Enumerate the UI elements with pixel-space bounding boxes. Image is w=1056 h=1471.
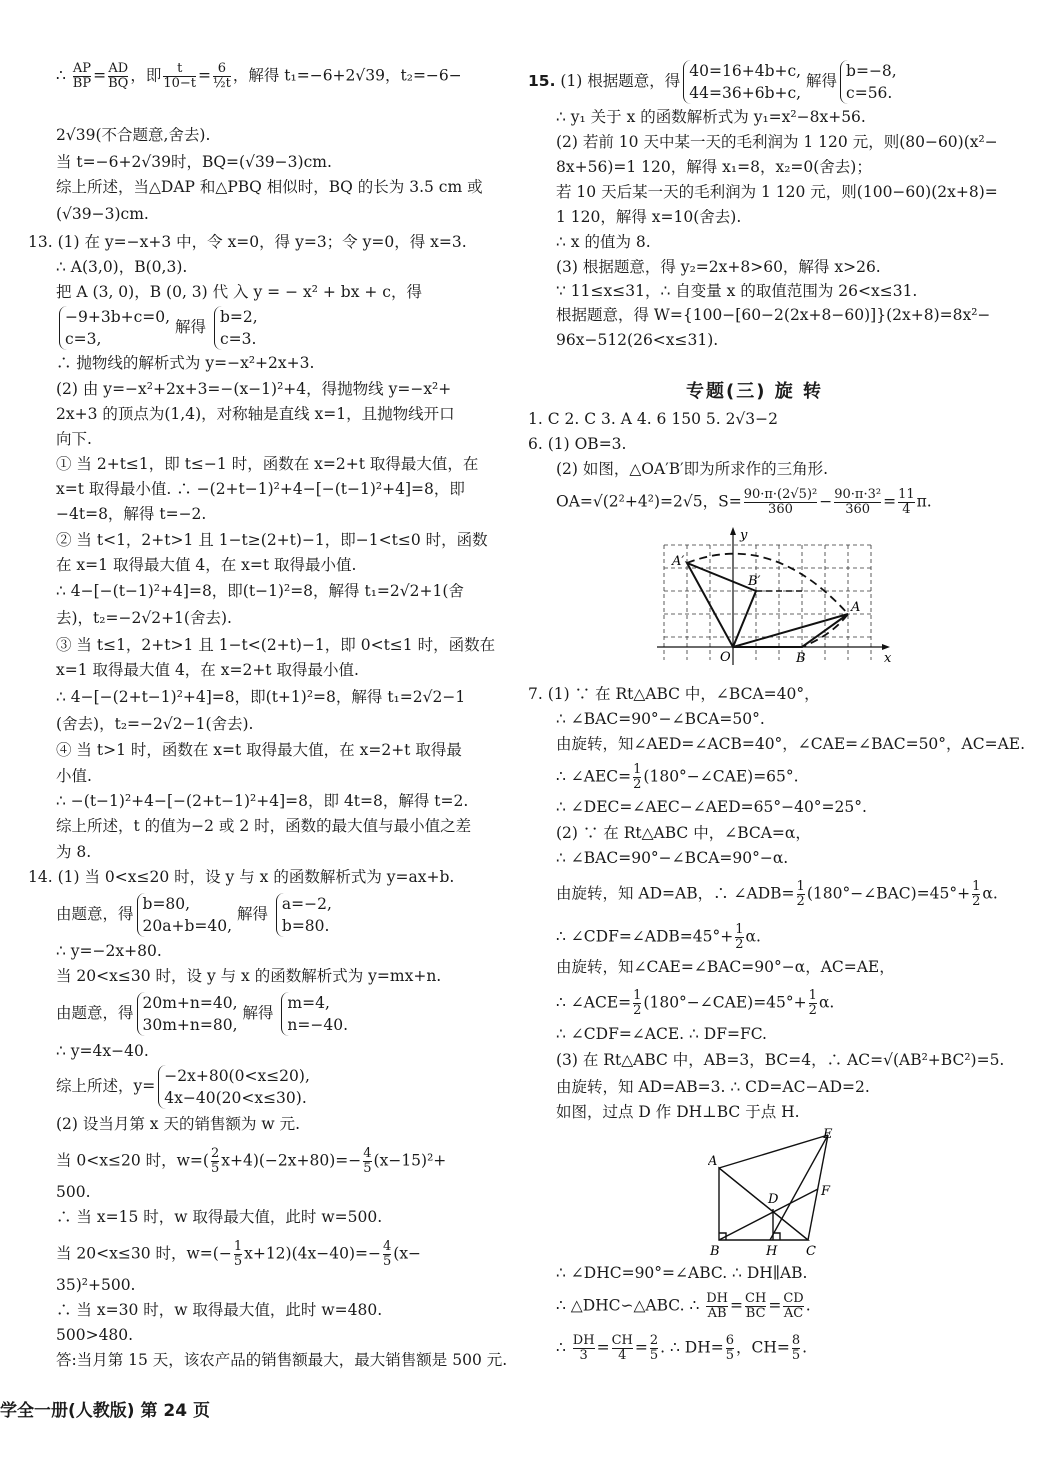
text-line: ① 当 2+t≤1，即 t≤−1 时，函数在 x=2+t 取得最大值，在 bbox=[56, 455, 479, 473]
text-line: ∴ 4−[−(2+t−1)²+4]=8，即(t+1)²=8，解得 t₁=2√2−1 bbox=[56, 688, 466, 706]
label-F: F bbox=[821, 1184, 831, 1199]
rotation-grid-figure bbox=[652, 525, 902, 670]
rotation-arc bbox=[687, 554, 848, 647]
label-A: A bbox=[851, 600, 861, 615]
text-line: ∴ A(3,0)，B(0,3). bbox=[56, 258, 188, 276]
text-line: 8x+56)=1 120，解得 x₁=8，x₂=0(舍去)； bbox=[556, 158, 872, 176]
question-14: 14. (1) 当 0<x≤20 时，设 y 与 x 的函数解析式为 y=ax+b. bbox=[28, 868, 455, 886]
text-line: ∴ x 的值为 8. bbox=[556, 233, 651, 251]
text-line: −4t=8，解得 t=−2. bbox=[56, 505, 207, 523]
text-line: ∵ 11≤x≤31，∴ 自变量 x 的取值范围为 26<x≤31. bbox=[556, 282, 918, 300]
text-line: ∴ △DHC∽△ABC. ∴ $\frac{DH}{AB}$ = $\frac{CH}{BC}$ = $\frac{CD}{AC}$ . bbox=[556, 1291, 811, 1321]
text-line: OA=√(2²+4²)=2√5，S= $\frac{\text{90·π·(2√5)²}}{360}$ − $\frac{\text{90·π·3²}}{360}$ = $\frac{11}{4}$ π. bbox=[556, 487, 932, 517]
text-line: 当 0<x≤20 时，w=( $\frac{2}{5}$ x+4)(−2x+80)=− $\frac{4}{5}$ (x−15)²+ bbox=[56, 1146, 447, 1176]
piecewise-function: 综上所述，y=−2x+80(0<x≤20), 4x−40(20<x≤30). bbox=[56, 1067, 310, 1107]
label-O: O bbox=[720, 650, 731, 665]
question-15: 15. (1) 根据题意，得40=16+4b+c, 44=36+6b+c, 解得b=−8, c=56. bbox=[528, 62, 897, 102]
question-7: 7. (1) ∵ 在 Rt△ABC 中，∠BCA=40°， bbox=[528, 685, 820, 703]
text-line: 答:当月第 15 天，该农产品的销售额最大，最大销售额是 500 元. bbox=[56, 1351, 508, 1369]
text-line: 若 10 天后某一天的毛利润为 1 120 元，则(100−60)(2x+8)= bbox=[556, 183, 998, 201]
text-line: 当 20<x≤30 时，设 y 与 x 的函数解析式为 y=mx+n. bbox=[56, 967, 442, 985]
label-B: B bbox=[796, 651, 806, 666]
text-line: ∴ ∠DEC=∠AEC−∠AED=65°−40°=25°. bbox=[556, 798, 867, 816]
text-line: 当 20<x≤30 时，w=(− $\frac{1}{5}$ x+12)(4x−40)=− $\frac{4}{5}$ (x− bbox=[56, 1239, 422, 1269]
equation-system: 由题意，得b=80, 20a+b=40, 解得 a=−2, b=80. bbox=[56, 895, 332, 935]
section-title: 专题(三) 旋 转 bbox=[686, 381, 823, 402]
text-line: 2x+3 的顶点为(1,4)，对称轴是直线 x=1，且抛物线开口 bbox=[56, 405, 455, 423]
text-line: (√39−3)cm. bbox=[56, 205, 149, 223]
text-line: (3) 在 Rt△ABC 中，AB=3，BC=4，∴ AC=√(AB²+BC²)=5. bbox=[556, 1051, 1005, 1069]
text-line: (舍去)，t₂=−2√2−1(舍去). bbox=[56, 715, 254, 733]
text-line: 35)²+500. bbox=[56, 1276, 136, 1294]
question-6: 6. (1) OB=3. bbox=[528, 435, 627, 453]
equation-system: −9+3b+c=0, c=3, 解得 b=2, c=3. bbox=[56, 306, 258, 350]
rotated-triangle-figure bbox=[708, 1125, 848, 1260]
text-line: 去)，t₂=−2√2+1(舍去). bbox=[56, 609, 232, 627]
text-line: 500. bbox=[56, 1183, 91, 1201]
text-line: ④ 当 t>1 时，函数在 x=t 取得最大值，在 x=2+t 取得最 bbox=[56, 741, 462, 759]
label-D: D bbox=[768, 1192, 779, 1207]
text-line: 由旋转，知 AD=AB=3. ∴ CD=AC−AD=2. bbox=[556, 1078, 870, 1096]
text-line: 由旋转，知∠CAE=∠BAC=90°−α，AC=AE， bbox=[556, 958, 895, 976]
label-A: A bbox=[708, 1154, 718, 1169]
answers-1-5: 1. C 2. C 3. A 4. 6 150 5. 2√3−2 bbox=[528, 410, 779, 428]
text-line: 综上所述，当△DAP 和△PBQ 相似时，BQ 的长为 3.5 cm 或 bbox=[56, 178, 483, 196]
text-line: 96x−512(26<x≤31). bbox=[556, 331, 719, 349]
text-line: 如图，过点 D 作 DH⊥BC 于点 H. bbox=[556, 1103, 800, 1121]
label-x: x bbox=[884, 651, 892, 666]
text-line: ∴ $\frac{DH}{3}$ = $\frac{CH}{4}$ = $\frac{2}{5}$ . ∴ DH= $\frac{6}{5}$ ，CH= $\frac{8}{5}$ . bbox=[556, 1333, 808, 1363]
text-line: ∴ y=4x−40. bbox=[56, 1042, 149, 1060]
text-line: ∴ 当 x=15 时，w 取得最大值，此时 w=500. bbox=[56, 1208, 383, 1226]
text-line: ③ 当 t≤1，2+t>1 且 1−t<(2+t)−1，即 0<t≤1 时，函数在 bbox=[56, 636, 496, 654]
text-line: ② 当 t<1，2+t>1 且 1−t≥(2+t)−1，即−1<t≤0 时，函数 bbox=[56, 531, 488, 549]
text-line: ∴ ∠BAC=90°−∠BCA=90°−α. bbox=[556, 849, 789, 867]
text-line: 500>480. bbox=[56, 1326, 134, 1344]
text-line: 当 t=−6+2√39时，BQ=(√39−3)cm. bbox=[56, 153, 332, 171]
text-line: ∴ 抛物线的解析式为 y=−x²+2x+3. bbox=[56, 354, 315, 372]
text-line: ∴ ∠BAC=90°−∠BCA=50°. bbox=[556, 710, 765, 728]
text-line: 小值. bbox=[56, 767, 92, 785]
label-C: C bbox=[806, 1244, 816, 1259]
label-H: H bbox=[766, 1244, 778, 1259]
text-line: 根据题意，得 W={100−[60−2(2x+8−60)]}(2x+8)=8x²− bbox=[556, 306, 991, 324]
grid-lines bbox=[664, 545, 872, 660]
text-line: (2) 由 y=−x²+2x+3=−(x−1)²+4，得抛物线 y=−x²+ bbox=[56, 380, 452, 398]
text-line: 在 x=1 取得最大值 4，在 x=t 取得最小值. bbox=[56, 556, 357, 574]
text-line: 1 120，解得 x=10(舍去). bbox=[556, 208, 742, 226]
text-line: 2√39(不合题意,舍去). bbox=[56, 126, 211, 144]
text-line: ∴ 当 x=30 时，w 取得最大值，此时 w=480. bbox=[56, 1301, 383, 1319]
text-line: ∴ ∠AEC= $\frac{1}{2}$ (180°−∠CAE)=65°. bbox=[556, 762, 799, 792]
question-13: 13. (1) 在 y=−x+3 中，令 x=0，得 y=3；令 y=0，得 x=3. bbox=[28, 233, 467, 251]
text-line: ∴ $\frac{AP}{BP}$ = $\frac{AD}{BQ}$ ，即 $\frac{t}{10-t}$ = $\frac{6}{\text{½t}}$ ，解得 t₁=−6+2√39，t₂=−6− bbox=[56, 61, 462, 91]
text-line: ∴ ∠CDF=∠ADB=45°+ $\frac{1}{2}$ α. bbox=[556, 922, 761, 952]
text-line: (3) 根据题意，得 y₂=2x+8>60，解得 x>26. bbox=[556, 258, 881, 276]
text-line: 综上所述，t 的值为−2 或 2 时，函数的最大值与最小值之差 bbox=[56, 817, 472, 835]
equation-system: 由题意，得20m+n=40, 30m+n=80, 解得 m=4, n=−40. bbox=[56, 994, 349, 1034]
text-line: 把 A (3, 0)，B (0, 3) 代 入 y = − x² + bx + c，得 bbox=[56, 283, 422, 301]
text-line: (2) ∵ 在 Rt△ABC 中，∠BCA=α， bbox=[556, 824, 811, 842]
text-line: x=t 取得最小值. ∴ −(2+t−1)²+4−[−(t−1)²+4]=8，即 bbox=[56, 480, 465, 498]
text-line: ∴ y₁ 关于 x 的函数解析式为 y₁=x²−8x+56. bbox=[556, 108, 866, 126]
text-line: 为 8. bbox=[56, 843, 92, 861]
text-line: ∴ 4−[−(t−1)²+4]=8，即(t−1)²=8，解得 t₁=2√2+1(舍 bbox=[56, 582, 464, 600]
label-E: E bbox=[823, 1127, 833, 1142]
text-line: 由旋转，知 AD=AB，∴ ∠ADB= $\frac{1}{2}$ (180°−∠BAC)=45°+ $\frac{1}{2}$ α. bbox=[556, 879, 998, 909]
label-B-prime: B′ bbox=[748, 574, 761, 589]
text-line: (2) 设当月第 x 天的销售额为 w 元. bbox=[56, 1115, 301, 1133]
text-line: ∴ ∠CDF=∠ACE. ∴ DF=FC. bbox=[556, 1025, 767, 1043]
label-y: y bbox=[740, 528, 748, 543]
text-line: (2) 若前 10 天中某一天的毛利润为 1 120 元，则(80−60)(x²− bbox=[556, 133, 998, 151]
page-footer: 学全一册(人教版) 第 24 页 bbox=[0, 1401, 210, 1421]
label-B: B bbox=[710, 1244, 720, 1259]
text-line: (2) 如图，△OA′B′即为所求作的三角形. bbox=[556, 460, 829, 478]
text-line: ∴ y=−2x+80. bbox=[56, 942, 162, 960]
text-line: x=1 取得最大值 4，在 x=2+t 取得最小值. bbox=[56, 661, 359, 679]
text-line: ∴ ∠ACE= $\frac{1}{2}$ (180°−∠CAE)=45°+ $\frac{1}{2}$ α. bbox=[556, 988, 835, 1018]
text-line: ∴ −(t−1)²+4−[−(2+t−1)²+4]=8，即 4t=8，解得 t=2. bbox=[56, 792, 469, 810]
text-line: 向下. bbox=[56, 430, 92, 448]
triangles bbox=[687, 563, 848, 647]
text-line: 由旋转，知∠AED=∠ACB=40°，∠CAE=∠BAC=50°，AC=AE. bbox=[556, 735, 1026, 753]
figure-lines bbox=[719, 1135, 828, 1240]
label-A-prime: A′ bbox=[672, 554, 685, 569]
text-line: ∴ ∠DHC=90°=∠ABC. ∴ DH∥AB. bbox=[556, 1264, 808, 1282]
